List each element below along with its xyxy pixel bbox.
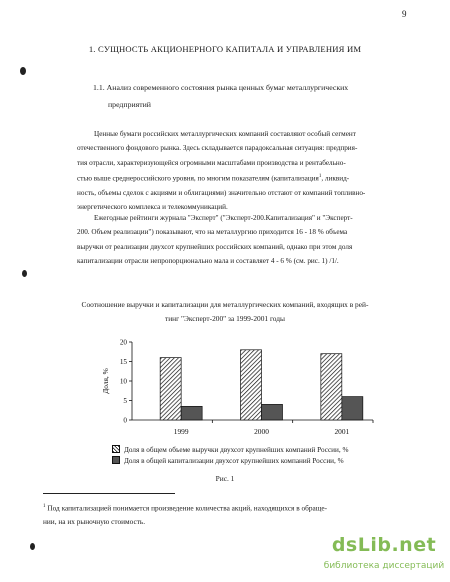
text-line: энергетического комплекса и телекоммуникаций. [77, 202, 228, 211]
text-line: 200. Объем реализации") показывают, что на металлургию приходится 16 - 18 % объема [77, 228, 348, 237]
text-line: стью выше среднероссийского уровня, по многим показателям (капитализация$^1$, ликвид- [77, 173, 350, 183]
footnote-line: $^1$ Под капитализацией понимается произведение количества акций, находящихся в обраще- [43, 503, 328, 513]
watermark [320, 534, 450, 578]
scan-mark [22, 270, 27, 277]
legend-swatch-hatched [112, 445, 120, 453]
x-tick-label: 1999 [173, 427, 189, 436]
x-tick-label: 2000 [254, 427, 269, 436]
section-title [93, 79, 393, 113]
text-line: отечественного фондового рынка. Здесь складывается парадоксальная ситуация: предприя- [77, 144, 358, 153]
section-title-line: предприятий [108, 100, 151, 109]
footnote-ref: 1 [318, 173, 322, 179]
y-tick-label: 10 [119, 377, 127, 386]
paragraph-2 [77, 211, 385, 268]
y-tick-label: 0 [123, 416, 127, 425]
legend-label: Доля в общем объеме выручки двухсот крупнейших компаний России, % [124, 446, 349, 454]
footnote-marker: 1 [43, 504, 46, 509]
scan-mark [30, 543, 35, 550]
text-line: ность, объемы сделок с акциями и облигациями) значительно отстают от компаний топливно- [77, 188, 366, 197]
figure-title-line: тинг "Эксперт-200" за 1999-2001 годы [164, 314, 286, 323]
page-number: 9 [402, 9, 407, 19]
footnote [43, 500, 388, 528]
legend-label: Доля в общей капитализации двухсот крупнейших компаний России, % [124, 457, 344, 465]
bar-capitalization-share [181, 406, 202, 420]
paragraph-1 [77, 127, 385, 214]
section-title-line: 1.1. Анализ современного состояния рынка ценных бумаг металлургических [93, 83, 349, 92]
footnote-divider [43, 493, 175, 494]
chapter-title: 1. СУЩНОСТЬ АКЦИОНЕРНОГО КАПИТАЛА И УПРАВЛЕНИЯ ИМ [88, 44, 362, 54]
text-line: Ценные бумаги российских металлургических компаний составляют особый сегмент [94, 130, 356, 138]
legend-item-capitalization [112, 456, 344, 467]
figure-caption: Рис. 1 [215, 474, 235, 483]
bar-revenue-share [241, 350, 262, 420]
text-line: тия отрасли, характеризующейся огромными масштабами производства и рентабельно- [77, 158, 346, 167]
bar-capitalization-share [262, 404, 283, 420]
bar-capitalization-share [342, 397, 363, 420]
x-tick-label: 2001 [334, 427, 350, 436]
y-tick-label: 5 [123, 397, 127, 405]
figure-title [60, 298, 390, 326]
y-tick-label: 20 [119, 338, 127, 347]
legend-item-revenue [112, 445, 348, 456]
text-line: Ежегодные рейтинги журнала "Эксперт" ("Эксперт-200.Капитализация" и "Эксперт- [94, 214, 353, 222]
scan-mark [20, 67, 26, 75]
text-line: капитализации отрасли непропорционально мала и составляет 4 - 6 % (см. рис. 1) /1/. [77, 256, 339, 265]
watermark-logo: dsLib.net [331, 534, 437, 556]
footnote-line: нии, на их рыночную стоимость. [43, 516, 146, 526]
text-line: выручки от реализации двухсот крупнейших российских компаний, однако при этом доля [77, 242, 353, 251]
watermark-subtitle: библиотека диссертаций [323, 561, 445, 571]
bar-revenue-share [160, 358, 181, 420]
y-tick-label: 15 [119, 358, 127, 366]
figure-title-line: Соотношение выручки и капитализации для металлургических компаний, входящих в рей- [81, 300, 369, 309]
bar-chart [98, 336, 378, 444]
y-axis-label: Доля, % [101, 368, 110, 394]
legend-swatch-dark [112, 456, 120, 464]
bar-revenue-share [321, 354, 342, 420]
